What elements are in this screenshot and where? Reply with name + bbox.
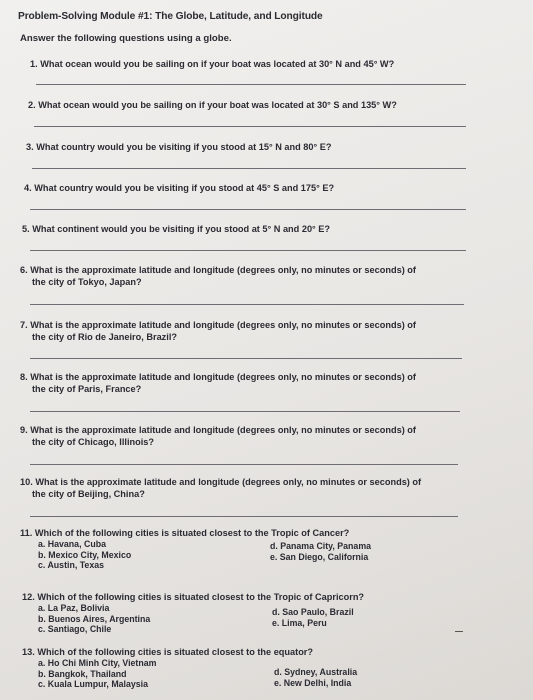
question-3 [26, 142, 331, 154]
question-number: 2. [28, 100, 36, 110]
options-right-12 [272, 607, 354, 628]
option-d[interactable]: d. Sao Paulo, Brazil [272, 607, 354, 617]
options-right-13 [274, 667, 357, 688]
question-text: What country would you be visiting if you stood at 15° N and 80° E? [36, 142, 332, 152]
question-number: 4. [24, 183, 32, 193]
question-text-continued: the city of Rio de Janeiro, Brazil? [32, 331, 177, 342]
answer-line-9[interactable] [30, 464, 458, 465]
question-4 [24, 183, 334, 195]
question-text: What is the approximate latitude and longitude (degrees only, no minutes or seconds) of [30, 320, 416, 330]
answer-line-5[interactable] [30, 250, 466, 251]
question-text: Which of the following cities is situated closest to the equator? [37, 647, 313, 657]
option-b[interactable]: b. Bangkok, Thailand [38, 668, 127, 679]
options-left-11 [38, 539, 131, 571]
question-text: What is the approximate latitude and longitude (degrees only, no minutes or seconds) of [30, 372, 416, 382]
question-number: 3. [26, 142, 34, 152]
question-text: Which of the following cities is situated closest to the Tropic of Capricorn? [37, 592, 365, 602]
option-d[interactable]: d. Sydney, Australia [274, 667, 358, 677]
question-text: What is the approximate latitude and longitude (degrees only, no minutes or seconds) of [35, 477, 422, 487]
question-text-continued: the city of Tokyo, Japan? [32, 276, 142, 287]
question-10 [20, 477, 421, 500]
answer-line-7[interactable] [30, 358, 462, 359]
options-right-11 [270, 541, 371, 562]
question-text-continued: the city of Paris, France? [32, 383, 142, 394]
option-a[interactable]: a. La Paz, Bolivia [38, 603, 110, 613]
option-a[interactable]: a. Ho Chi Minh City, Vietnam [38, 658, 157, 668]
answer-line-4[interactable] [30, 209, 466, 210]
answer-line-3[interactable] [32, 168, 466, 169]
option-b[interactable]: b. Buenos Aires, Argentina [38, 613, 151, 624]
question-number: 10. [20, 477, 33, 487]
question-12 [22, 592, 364, 604]
answer-dash-12[interactable] [455, 631, 463, 632]
question-6 [20, 265, 416, 288]
question-text: What is the approximate latitude and longitude (degrees only, no minutes or seconds) of [30, 265, 416, 275]
question-1 [30, 59, 394, 71]
answer-line-6[interactable] [30, 304, 464, 305]
options-left-13 [38, 658, 156, 690]
question-13 [22, 647, 313, 659]
question-text: What continent would you be visiting if you stood at 5° N and 20° E? [32, 224, 331, 234]
question-2 [28, 100, 397, 112]
answer-line-8[interactable] [30, 411, 460, 412]
question-11 [20, 528, 349, 540]
question-number: 13. [22, 647, 35, 657]
answer-line-2[interactable] [34, 126, 466, 127]
question-7 [20, 320, 416, 343]
option-c[interactable]: c. Kuala Lumpur, Malaysia [38, 679, 148, 689]
answer-line-10[interactable] [30, 516, 458, 517]
answer-line-1[interactable] [36, 84, 466, 85]
question-number: 8. [20, 372, 28, 382]
question-number: 5. [22, 224, 30, 234]
question-number: 7. [20, 320, 28, 330]
question-text-continued: the city of Beijing, China? [32, 488, 145, 499]
question-text: What ocean would you be sailing on if your boat was located at 30° S and 135° W? [38, 100, 397, 110]
question-number: 1. [30, 59, 38, 69]
option-c[interactable]: c. Santiago, Chile [38, 624, 112, 634]
option-b[interactable]: b. Mexico City, Mexico [38, 549, 132, 560]
page-title: Problem-Solving Module #1: The Globe, Latitude, and Longitude [18, 11, 323, 22]
question-number: 9. [20, 425, 28, 435]
option-c[interactable]: c. Austin, Texas [38, 560, 104, 570]
question-text: What ocean would you be sailing on if your boat was located at 30° N and 45° W? [40, 59, 395, 69]
option-e[interactable]: e. Lima, Peru [272, 617, 327, 628]
question-text: What is the approximate latitude and longitude (degrees only, no minutes or seconds) of [30, 425, 416, 435]
option-e[interactable]: e. New Delhi, India [274, 677, 352, 688]
question-text: What country would you be visiting if you stood at 45° S and 175° E? [34, 183, 335, 193]
question-5 [22, 224, 330, 236]
question-text: Which of the following cities is situated closest to the Tropic of Cancer? [34, 528, 350, 538]
question-number: 11. [20, 528, 33, 538]
question-8 [20, 372, 416, 395]
question-9 [20, 425, 416, 448]
question-number: 6. [20, 265, 28, 275]
question-text-continued: the city of Chicago, Illinois? [32, 436, 154, 447]
option-d[interactable]: d. Panama City, Panama [270, 541, 372, 551]
option-a[interactable]: a. Havana, Cuba [38, 539, 106, 549]
instructions: Answer the following questions using a globe. [20, 33, 232, 44]
question-number: 12. [22, 592, 35, 602]
options-left-12 [38, 603, 150, 635]
option-e[interactable]: e. San Diego, California [270, 551, 369, 562]
